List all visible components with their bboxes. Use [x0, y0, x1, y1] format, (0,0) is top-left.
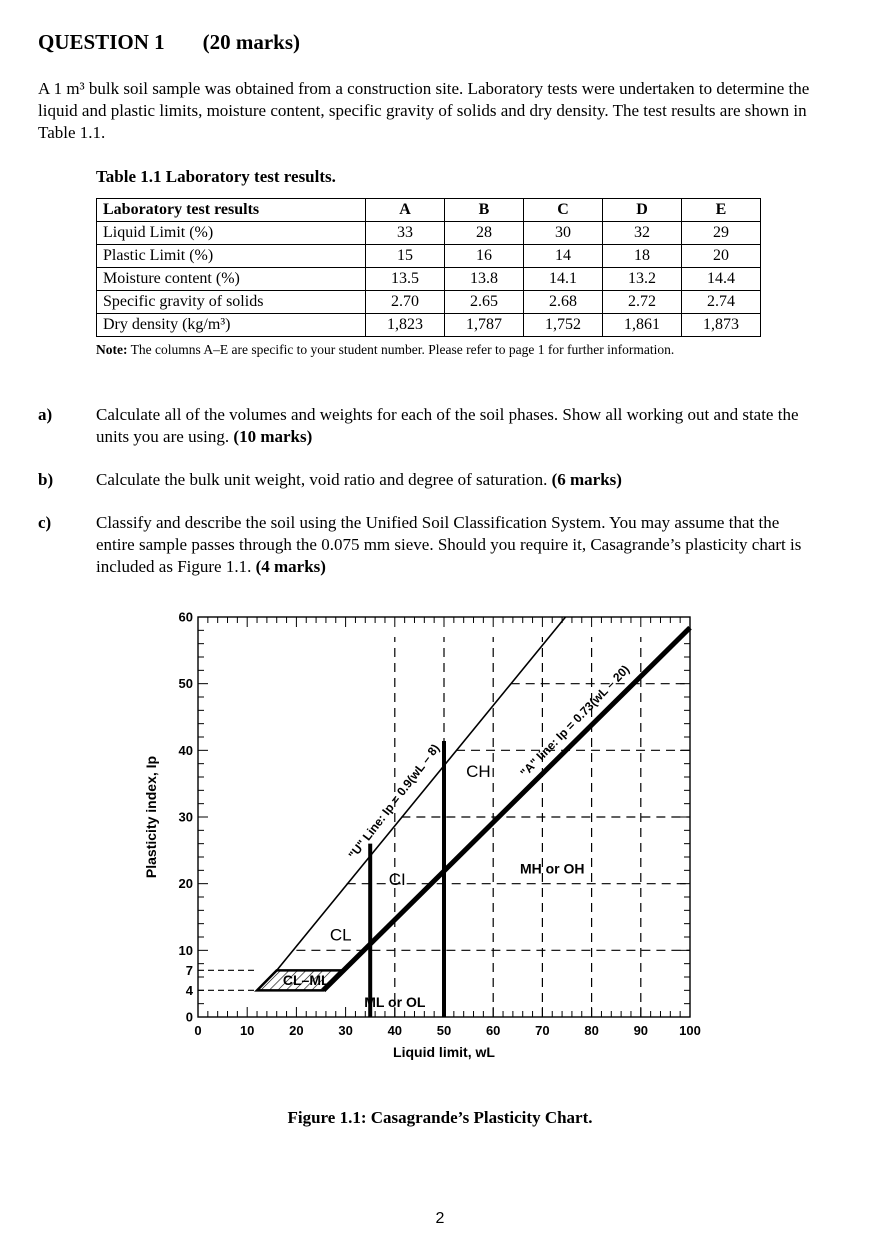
table-cell: 29 — [682, 222, 761, 245]
x-tick-label: 100 — [679, 1023, 701, 1038]
zone-label-cl: CL — [329, 925, 352, 945]
y-axis-label: Plasticity index, Ip — [143, 755, 159, 879]
zone-label-ci: CI — [388, 870, 406, 889]
x-tick-label: 30 — [338, 1023, 353, 1038]
table-cell: 1,787 — [445, 314, 524, 337]
part-marks: (6 marks) — [551, 470, 622, 489]
intro-paragraph: A 1 m³ bulk soil sample was obtained from a construction site. Laboratory tests were undertaken to determine the liquid and plastic limits, moisture content, specific gravity of solids and dry density. The test results are shown in Table 1.1. — [38, 79, 810, 142]
table-row — [97, 291, 761, 314]
table-cell: Liquid Limit (%) — [97, 222, 366, 245]
page-number: 2 — [435, 1210, 445, 1227]
y-tick-label: 30 — [178, 809, 193, 825]
part-letter: a) — [38, 405, 53, 424]
table-row — [97, 222, 761, 245]
table-cell: Plastic Limit (%) — [97, 245, 366, 268]
table-caption: Table 1.1 Laboratory test results. — [96, 167, 336, 186]
table-row — [97, 245, 761, 268]
zone-label-ch: CH — [466, 762, 491, 781]
table-header: Laboratory test results — [97, 199, 366, 222]
table-cell: 2.72 — [603, 291, 682, 314]
table-cell: 2.65 — [445, 291, 524, 314]
x-tick-label: 60 — [485, 1023, 501, 1038]
zone-label-mh-oh: MH or OH — [519, 860, 585, 877]
y-tick-label: 20 — [178, 876, 193, 892]
x-tick-label: 0 — [194, 1023, 202, 1038]
question-marks: (20 marks) — [202, 30, 301, 54]
y-tick-label: 60 — [178, 609, 193, 625]
table-cell: 13.8 — [445, 268, 524, 291]
y-tick-label: 50 — [178, 676, 193, 692]
part-letter: c) — [38, 513, 52, 532]
x-tick-label: 20 — [289, 1023, 304, 1038]
figure-caption: Figure 1.1: Casagrande’s Plasticity Chart. — [287, 1108, 593, 1127]
table-note — [96, 342, 674, 358]
table-cell: 18 — [603, 245, 682, 268]
table-cell: 14.1 — [524, 268, 603, 291]
table-header: A — [366, 199, 445, 222]
plasticity-chart — [120, 596, 720, 1096]
table-cell: 2.70 — [366, 291, 445, 314]
table-cell: 1,873 — [682, 314, 761, 337]
table-header: C — [524, 199, 603, 222]
x-tick-label: 10 — [239, 1023, 255, 1038]
part-text: Calculate the bulk unit weight, void ratio and degree of saturation. — [96, 470, 548, 489]
table-cell: 20 — [682, 245, 761, 268]
part-marks: (4 marks) — [255, 557, 326, 576]
y-tick-label: 0 — [185, 1009, 193, 1025]
part-text: Classify and describe the soil using the Unified Soil Classification System. You may assume that the entire sample passes through the 0.075 mm sieve. Should you require it, Casagrande’s plasticity chart is included as Figure 1.1. — [96, 513, 802, 576]
part-letter: b) — [38, 470, 54, 489]
table-cell: 32 — [603, 222, 682, 245]
x-tick-label: 90 — [633, 1023, 649, 1038]
y-tick-label: 10 — [178, 942, 193, 958]
zone-label-cl-ml: CL–ML — [282, 972, 330, 988]
x-tick-label: 50 — [436, 1023, 452, 1038]
table-row — [97, 268, 761, 291]
zone-label-ml-ol: ML or OL — [364, 994, 426, 1010]
label-layer — [283, 662, 632, 1010]
a-line-label: "A" line: Ip = 0.73(wL – 20) — [517, 662, 633, 780]
part-text: Calculate all of the volumes and weights for each of the soil phases. Show all working out and state the units you are using. — [96, 405, 799, 446]
table-cell: 15 — [366, 245, 445, 268]
table-cell: 30 — [524, 222, 603, 245]
table-cell: Moisture content (%) — [97, 268, 366, 291]
table-cell: 1,861 — [603, 314, 682, 337]
x-tick-label: 40 — [387, 1023, 403, 1038]
table-header: B — [445, 199, 524, 222]
table-cell: 14 — [524, 245, 603, 268]
y-tick-label: 40 — [178, 742, 193, 758]
question-title: QUESTION 1 — [38, 30, 165, 54]
u-line-label: "U" Line: Ip = 0.9(wL – 8) — [345, 741, 443, 862]
table-cell: 28 — [445, 222, 524, 245]
table-cell: 33 — [366, 222, 445, 245]
table-header: E — [682, 199, 761, 222]
table-note-label: Note: — [96, 342, 128, 357]
table-header-row — [97, 199, 761, 222]
question-heading — [38, 30, 300, 55]
table-cell: 1,823 — [366, 314, 445, 337]
y-tick-label: 4 — [185, 982, 193, 998]
results-table — [96, 198, 761, 337]
x-tick-label: 70 — [535, 1023, 550, 1038]
x-tick-label: 80 — [584, 1023, 599, 1038]
y-tick-label: 7 — [185, 962, 193, 978]
table-cell: Specific gravity of solids — [97, 291, 366, 314]
table-cell: 14.4 — [682, 268, 761, 291]
x-axis-label: Liquid limit, wL — [393, 1044, 495, 1060]
table-row — [97, 314, 761, 337]
table-cell: 1,752 — [524, 314, 603, 337]
table-note-text: The columns A–E are specific to your student number. Please refer to page 1 for further information. — [127, 342, 675, 357]
table-cell: 2.68 — [524, 291, 603, 314]
part-marks: (10 marks) — [233, 427, 313, 446]
table-cell: 13.5 — [366, 268, 445, 291]
table-cell: 2.74 — [682, 291, 761, 314]
table-header: D — [603, 199, 682, 222]
table-cell: Dry density (kg/m³) — [97, 314, 366, 337]
table-cell: 13.2 — [603, 268, 682, 291]
table-cell: 16 — [445, 245, 524, 268]
